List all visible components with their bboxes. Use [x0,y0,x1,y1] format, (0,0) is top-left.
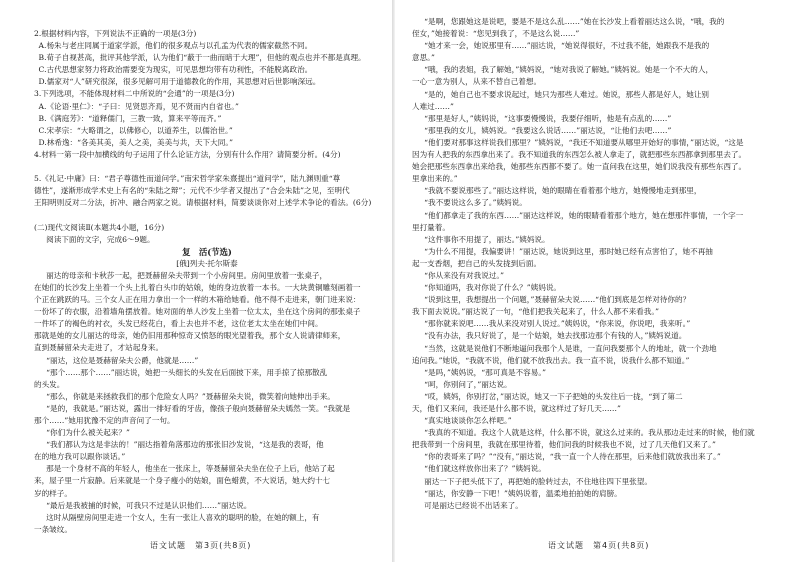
text-line: “那里我的女儿，姨妈说。“我要这么说话……”丽达说，“让他们去吧……” [424,125,672,135]
text-line: 2.根据材料内容，下列说法不正确的一项是(3分) [34,29,197,38]
text-line: 岁的样子。 [34,488,72,498]
text-line: 丽达的母亲和卡秋莎一起，把聂赫留朵夫带到一个小房间里。房间里放着一张桌子， [46,270,328,280]
text-line: 一心一意为别人，从来不替自己着想。 [412,77,542,87]
text-line: “当然，这就是说他们不断地逼问我那个人是谁，一直问我要那个人的地址，就一个劲地 [424,343,717,353]
text-line: “哎，姨妈，你别打岔，”丽达说，她又一下子把她的头发往后一拢，“到了第二 [424,391,683,401]
text-line: “最后是我被捕的时候，可我只不过是认识他们……”丽达说。 [46,500,252,510]
text-line: “为什么不用提，我偏要讲！”丽达说，她说到这里，那时她已经有点害怕了，她不再抽 [424,246,713,256]
text-line: A.《论语·里仁》：“子曰：见贤思齐焉，见不贤而内自省也。” [38,101,239,111]
text-line: “他们就这样放你出来了？”姨妈说。 [424,464,546,474]
page-3-text [34,28,380,536]
text-line: A.杨朱与老庄同属于道家学派，他们的很多观点与以孔孟为代表的儒家截然不同。 [38,41,313,51]
exam-page-4 [398,0,794,562]
text-line: 把我带到一个房间里，我就在那里待着，他们问我的时候我也不说，过了几天他们又来了。” [412,440,716,450]
exam-page-3 [0,0,388,562]
text-line: “说到这里，我想提出一个问题，”聂赫留朵夫说……“他们到底是怎样对待你的？ [424,295,691,305]
text-line: 一份坏了的衣服，沿着墙角摆放着。她对面的单人沙发上坐着一位太太，坐在这个房间的那张桌子 [34,307,361,317]
text-line: “你们为什么被关起来？” [46,428,130,438]
text-line: “她才来一会，她说那里有……”丽达说，“她说得很好，不过我不能，她跟我不是我的 [424,41,710,51]
text-line: “是吗，”姨妈说，“那可真是不容易。” [424,367,546,377]
text-line: “哦，我的表姐，我了解她，”姨妈说，“她对我说了解她。”姨妈说。她是一个不大的人， [424,65,714,75]
text-line: 那是一个身材不高的年轻人，他坐在一张床上，等聂赫留朵夫坐在位子上后，他站了起 [46,464,335,474]
text-line: 个正在跳跃的马。三个女人正在用力拿出一个一样的木箱给她看。他不得不走进来，朝门进来说： [34,295,361,305]
text-line: “我真的不知道。我这个人就是这样，什么都不说，就这么过来的。我从那边走过来的时候，他们就 [424,428,755,438]
text-line [34,209,380,221]
text-line: “真实地谈谈你怎么样吧。” [424,416,512,426]
text-line: 人难过……” [412,101,454,111]
text-line: 一条皱纹。 [34,524,72,534]
text-line: 德性”，遂渐形成学术史上有名的“朱陆之辩”；元代不少学者又提出了“合会朱陆”之见，至明代 [34,186,350,196]
text-line: “是的，她自己也不要求说起过，她只为那些人难过。她说，那些人都是好人，她让别 [424,89,710,99]
text-line: 来，屋子里一片寂静。后来就是一个身子瘦小的姑娘，面色蜡黄，不大说话，她大约十七 [34,476,331,486]
text-line: 5.《礼记·中庸》曰：“君子尊德性而道问学。”南宋哲学家朱熹提出“道问学”，陆九渊则重“尊 [34,174,341,184]
page-4-text [412,16,768,512]
text-line: “你从来没有对我说过。” [424,270,505,280]
text-line: “是的，我就是。”丽达说，露出一排好看的牙齿，像孩子般向聂赫留朵夫嫣然一笑。“我就是 [46,403,351,413]
text-line: “他们要对那事这样说我们那里？”姨妈说，“我还不知道要从哪里开始好的事情，”丽达说，“这是 [424,137,744,147]
text-line: “丽达，这位是聂赫留朵夫公爵，他就是……” [46,355,199,365]
text-line: 阅读下面的文字，完成6～9题。 [46,234,155,244]
text-line: C.古代思想家努力将政治需要变为现实，可见思想均带有功利性，不能脱离政治。 [38,65,313,75]
text-line: “那个……那个……”丽达说，她把一头细长的头发在后面披下来，用手掠了掠那散乱 [46,367,328,377]
text-line: “这件事你不用提了，丽达。”姨妈说。 [424,234,550,244]
page-gutter [392,0,395,562]
text-line: B.荀子自视甚高，批评其他学派，认为他们“蔽于一曲而暗于大理”，但他的观点也并不都是真理。 [38,53,366,63]
text-line: “是啊，您跟她这是说吧，要是不是这么乱……”她在长沙发上看着丽达这么说，“哦，我的 [424,17,725,26]
text-line: 的头发。 [34,379,65,389]
text-line [34,161,380,173]
text-line: 起一支香烟，把自己的头发拢到后面。 [412,258,542,268]
text-line: “呵，你别问了，”丽达说。 [424,379,512,389]
text-line: 意思。” [412,53,435,63]
text-line: “那里是好人，”姨妈说，“这事要慢慢说，我要仔细听，他是有点乱的……” [424,113,672,123]
text-line: 复 活(节选) [182,246,232,257]
text-line: 她会把那些东西拿出来给我，她那些东西都不要了。她一直问我在这里，她们说我没有那些东西了。 [412,162,747,172]
text-line: “你的表哥来了吗？”“没有，”丽达说，“我一直一个人待在那里，后来他们就放我出来了。” [424,452,721,462]
text-line: B.《满庭芳》：“道释儒门，三教一致，算来平等而齐。” [38,113,222,123]
text-line: 一件坏了的褐色的衬衣，头发已经花白，看上去也并不老，这位老太太坐在她们中间。 [34,319,323,329]
text-line: 里拿出来的。” [412,174,458,184]
text-line: D.儒家对“人”研究很深，很多见解可用于道德教化的作用，其思想对后世影响深远。 [38,77,321,87]
text-line: 天，他们又来问，我还是什么都不说，就这样过了好几天……” [412,404,621,413]
text-line: (二)现代文阅读Ⅱ(本题共4小题，16分) [34,222,165,232]
text-line: 那就是她的女儿丽达的母亲，她仍旧用那种惊奇又愤怒的眼光望着我，那个女人说请律师来， [34,331,346,341]
text-line: 3.下列选项，不能体现材料二中所说的“会通”的一项是(3分) [34,89,235,99]
text-line: 可是丽达已经说不出话来了。 [424,500,523,510]
text-line: “我们都认为这是非法的！”丽达指着角落那边的那张旧沙发说，“这是我的表哥，他 [46,440,324,450]
text-line: D.林希逸：“各美其美，美人之美，美美与共，天下大同。” [38,137,233,147]
text-line: “那你就来说吧……我从来没对别人说过。”姨妈说，“你来说，你说吧，我来听。” [424,319,691,329]
text-line: 丽达一下子把头低下了，再把她的脸转过去，不住地往四下里张望。 [424,476,652,486]
text-line: “丽达，你安静一下吧！”姨妈说着，温柔地拍拍她的肩膀。 [424,488,622,498]
text-line: 那个……”她用犹豫不定的声音问了一句。 [34,416,175,425]
text-line: “你知道吗，我对你说了什么？”姨妈说。 [424,283,562,293]
page-3-footer: 语文试题 第3页(共8页) [150,540,252,550]
text-line: 因为有人把我的东西拿出来了。我不知道我的东西怎么被人拿走了，就把那些东西都拿到那里去了。 [412,150,747,160]
text-line: “那么，你就是来拯救我们的那个危险女人吗？”聂赫留朵夫说，微笑着向她伸出手来。 [46,391,335,401]
text-line: “我就不要说那些了。”丽达这样说，她的眼睛在看着那个地方，她慢慢地走到那里， [424,186,702,196]
text-line: 王阳明则反对二分法，折冲、融合两家之说。请根据材料，简要谈谈你对上述学术争论的看法。(6分) [34,198,372,208]
text-line: “我不要说这么多了。”姨妈说。 [424,198,527,208]
text-line: 侄女，”她接着说：“您见到我了，不是这么说……” [412,29,580,39]
text-line: 直到聂赫留朵夫走进了，才站起身来。 [34,343,164,353]
text-line: 我下面去说说。”丽达说了一句，“他们把我关起来了，什么人都不来看我。” [412,307,660,317]
text-line: 在的地方我可以跟你谈话。” [34,452,126,462]
text-line: “他们都拿走了我的东西……”丽达这样说，她的眼睛看着那个地方，她在想那件事情，一个字一 [424,210,744,220]
text-line: 追问我。”她说，“我就不说，他们就不放我出去。我一直不说，说我什么都不知道。” [412,355,690,365]
text-line: 里打量着。 [412,222,450,232]
page-4-footer: 语文试题 第4页(共8页) [548,540,650,550]
text-line: 4.材料一第一段中加横线的句子运用了什么论证方法，分别有什么作用？请简要分析。(4分) [34,149,341,159]
text-line: C.宋孝宗：“大略谓之，以佛修心，以道养生，以儒治世。” [38,125,233,135]
text-line: [俄]列夫·托尔斯泰 [176,258,238,268]
text-line: 在她们的长沙发上坐着一个头上扎着白头巾的姑娘，她的身边放着一本书。一大块黄铜雕刻画着一 [34,282,361,292]
text-line: “没有办法，我只好说了，是一个姑娘，她去找那边那个有钱的人，”姨妈说道。 [424,331,687,341]
text-line: 这时从隔壁房间里走进一个女人，生有一张让人喜欢的聪明的脸，在她的额上，有 [46,512,320,522]
